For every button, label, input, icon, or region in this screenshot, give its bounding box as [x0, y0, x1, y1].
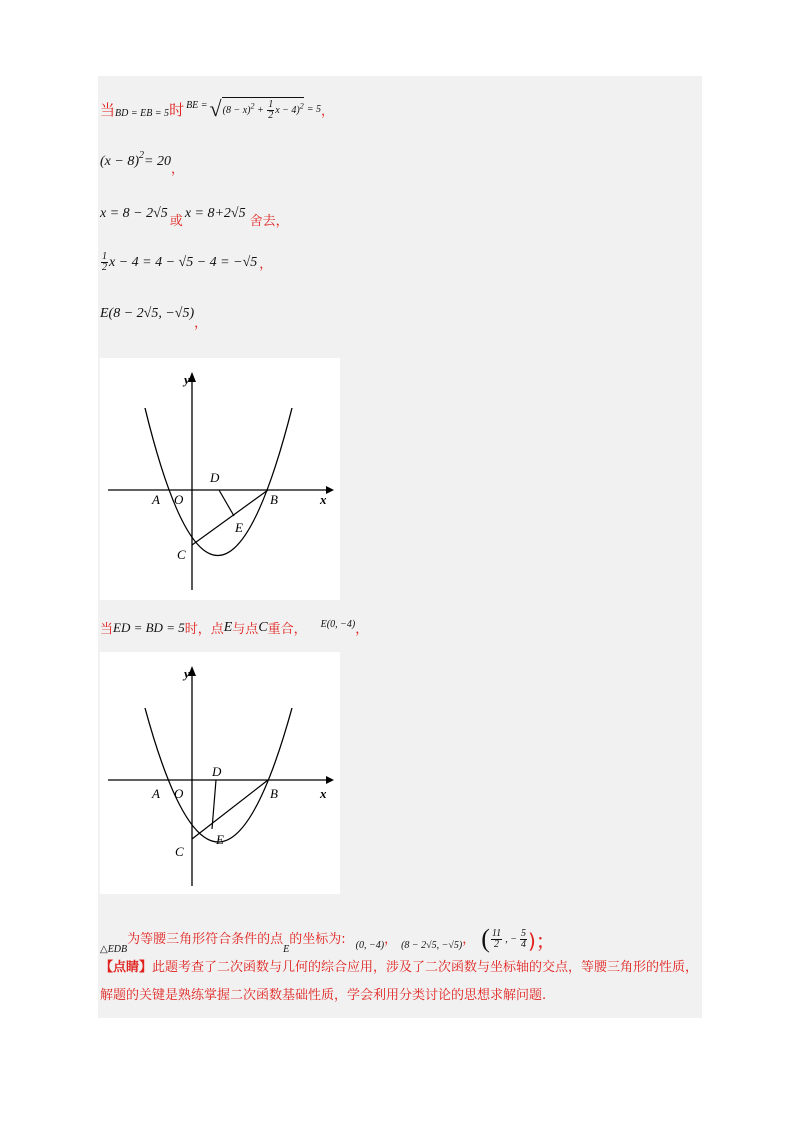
label-y: y [184, 372, 190, 387]
case1-condition: BD = EB = 5 [115, 107, 170, 119]
label-a: A [152, 786, 160, 801]
sep-2: ， [462, 931, 476, 947]
comment-tag: 【点睛】 [100, 960, 153, 975]
triangle-edb: △EDB [100, 943, 128, 955]
be-rhs: = 5 [306, 103, 322, 115]
summary-text: 为等腰三角形符合条件的点 [127, 931, 284, 947]
line-point-e [100, 304, 208, 331]
line-case2 [100, 618, 368, 637]
label-x: x [320, 786, 327, 801]
label-x: x [320, 492, 327, 507]
label-o: O [174, 492, 184, 507]
answer-point-3-y [520, 929, 527, 950]
shi-text: 时 [169, 100, 185, 119]
line-roots [100, 204, 289, 229]
comment-body: 此题考查了二次函数与几何的综合应用，涉及了二次函数与坐标轴的交点，等腰三角形的性质，解题的关键是熟练掌握二次函数基础性质，学会利用分类讨论的思想求解问题. [100, 960, 699, 1003]
label-e: E [235, 520, 243, 535]
point-e: E(8 − 2√5, −√5) [100, 305, 195, 321]
label-c: C [177, 547, 186, 562]
answer-point-3-open: ( [481, 924, 490, 953]
when-text: 当 [100, 622, 114, 637]
case2-text1: 时，点 [184, 622, 224, 637]
frac-den: 4 [520, 938, 526, 950]
segment-cb [192, 490, 268, 545]
parabola-diagram-2 [100, 652, 340, 894]
line-summary [100, 924, 556, 954]
frac-num: 11 [491, 927, 502, 939]
ycoord-expr: x − 4 = 4 − √5 − 4 = −√5 [109, 254, 258, 270]
frac-num: 5 [520, 927, 526, 939]
label-d: D [210, 470, 220, 485]
case2-text3: 重合， [267, 622, 307, 637]
line-case1 [100, 96, 334, 122]
eq2-rhs: = 20 [144, 153, 171, 169]
figure-case1 [100, 358, 340, 600]
sqrt-radicand: $(8 - x)^2$ + $\frac{1}{2}$ x − 4)$^2$ [222, 99, 304, 121]
segment-de [219, 490, 234, 516]
case2-c: C [258, 619, 268, 635]
root-a: x = 8 − 2√5 [100, 205, 168, 221]
line-eq2 [100, 150, 184, 177]
figure-case2 [100, 652, 340, 894]
eq2-expr: (x − 8) [100, 153, 139, 169]
discard-text: 舍去， [249, 214, 289, 229]
label-b: B [270, 492, 278, 507]
comma: ， [321, 103, 335, 119]
x-axis-arrow [326, 776, 334, 784]
or-text: 或 [169, 214, 183, 229]
summary-e: E [283, 943, 290, 955]
label-y: y [184, 666, 190, 681]
label-a: A [152, 492, 160, 507]
answer-point-2: (8 − 2√5, −√5) [401, 939, 463, 951]
case2-e: E [223, 619, 233, 635]
answer-point-3-sep: , − [505, 933, 517, 945]
comment-paragraph [100, 954, 700, 1010]
segment-cb [192, 780, 268, 839]
eq2-exp: 2 [139, 150, 144, 161]
root-b: x = 8+2√5 [184, 205, 246, 221]
x-axis-arrow [326, 486, 334, 494]
answer-point-1: (0, −4) [355, 939, 385, 951]
answer-point-3-close: )； [527, 928, 556, 953]
label-c: C [175, 844, 184, 859]
label-b: B [270, 786, 278, 801]
answer-point-3-x [491, 929, 502, 950]
half-fraction: $\frac{1}{2}$ [102, 251, 107, 273]
parabola-diagram-1 [100, 358, 340, 600]
label-d: D [212, 764, 222, 779]
label-e: E [216, 832, 224, 847]
label-o: O [174, 786, 184, 801]
line-ycoord [100, 252, 272, 273]
be-lhs: BE = [186, 99, 208, 111]
comma: ， [355, 622, 369, 637]
case2-condition: ED = BD = 5 [113, 619, 185, 635]
sep-1: ， [384, 931, 398, 947]
case2-text2: 与点 [232, 622, 259, 637]
comma: ， [194, 316, 208, 331]
comma: ， [259, 257, 273, 272]
comma: ， [170, 162, 184, 177]
summary-text2: 的坐标为: [289, 931, 346, 947]
case2-point: E(0, −4) [320, 619, 356, 630]
when-text: 当 [100, 100, 116, 119]
frac-den: 2 [494, 938, 500, 950]
sqrt-sign: √ [209, 96, 222, 121]
